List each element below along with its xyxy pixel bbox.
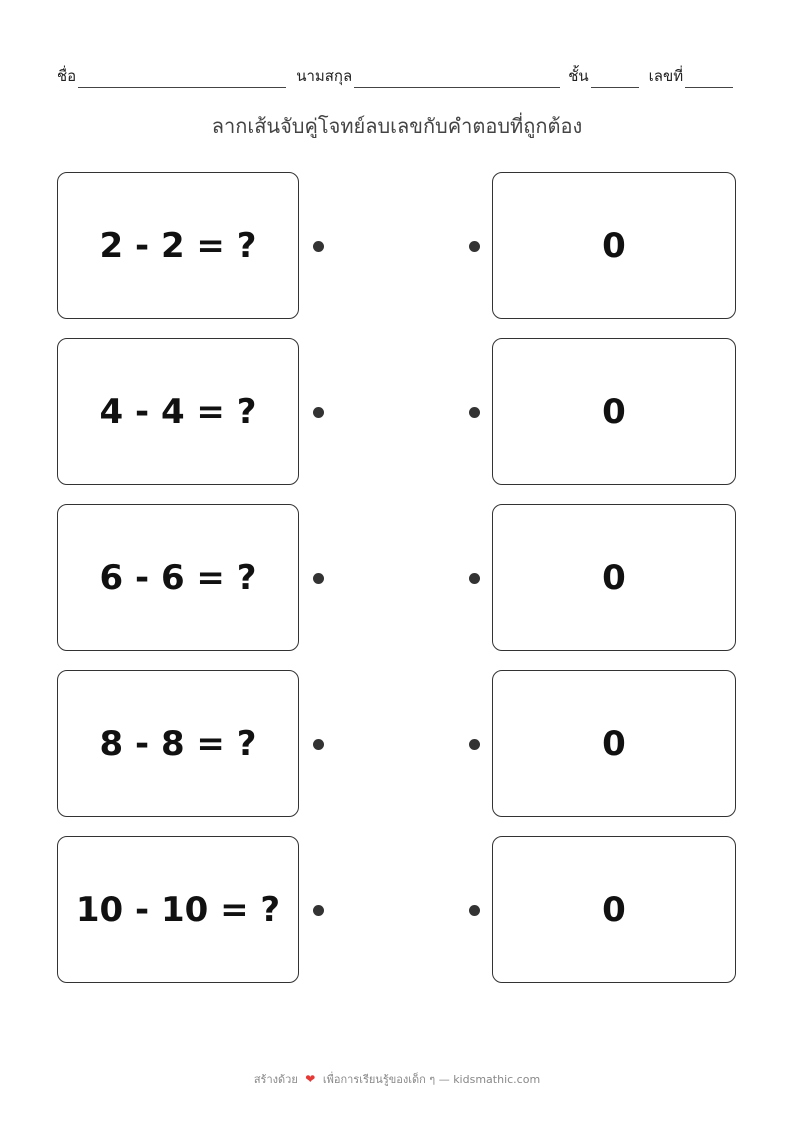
class-field <box>568 64 638 88</box>
question-card: 2 - 2 = ? <box>57 172 299 319</box>
matching-row <box>0 836 794 986</box>
answer-card: 0 <box>492 338 736 485</box>
footer-prefix: สร้างด้วย <box>253 1073 298 1086</box>
number-blank-line[interactable] <box>685 71 733 88</box>
surname-field <box>296 64 560 88</box>
class-label: ชั้น <box>568 67 589 85</box>
footer-suffix: เพื่อการเรียนรู้ของเด็ก ๆ — kidsmathic.com <box>322 1073 541 1086</box>
answer-card: 0 <box>492 670 736 817</box>
matching-row <box>0 338 794 488</box>
answer-connector-dot[interactable] <box>469 241 480 252</box>
answer-connector-dot[interactable] <box>469 739 480 750</box>
question-card: 6 - 6 = ? <box>57 504 299 651</box>
name-field <box>57 64 286 88</box>
name-label: ชื่อ <box>57 67 77 85</box>
matching-row <box>0 172 794 322</box>
surname-blank-line[interactable] <box>354 71 560 88</box>
number-field <box>649 64 733 88</box>
answer-card: 0 <box>492 504 736 651</box>
answer-card: 0 <box>492 836 736 983</box>
surname-label: นามสกุล <box>296 67 353 85</box>
footer-credit <box>0 1070 794 1088</box>
question-connector-dot[interactable] <box>313 241 324 252</box>
answer-connector-dot[interactable] <box>469 905 480 916</box>
question-card: 4 - 4 = ? <box>57 338 299 485</box>
matching-row <box>0 504 794 654</box>
instruction-title: ลากเส้นจับคู่โจทย์ลบเลขกับคำตอบที่ถูกต้อง <box>211 114 583 138</box>
question-connector-dot[interactable] <box>313 407 324 418</box>
answer-connector-dot[interactable] <box>469 573 480 584</box>
question-connector-dot[interactable] <box>313 573 324 584</box>
matching-row <box>0 670 794 820</box>
answer-connector-dot[interactable] <box>469 407 480 418</box>
answer-card: 0 <box>492 172 736 319</box>
name-blank-line[interactable] <box>78 71 286 88</box>
question-card: 10 - 10 = ? <box>57 836 299 983</box>
student-info-header <box>57 64 748 88</box>
question-connector-dot[interactable] <box>313 739 324 750</box>
number-label: เลขที่ <box>648 67 684 85</box>
question-card: 8 - 8 = ? <box>57 670 299 817</box>
heart-icon: ❤ <box>305 1072 316 1086</box>
class-blank-line[interactable] <box>591 71 639 88</box>
question-connector-dot[interactable] <box>313 905 324 916</box>
